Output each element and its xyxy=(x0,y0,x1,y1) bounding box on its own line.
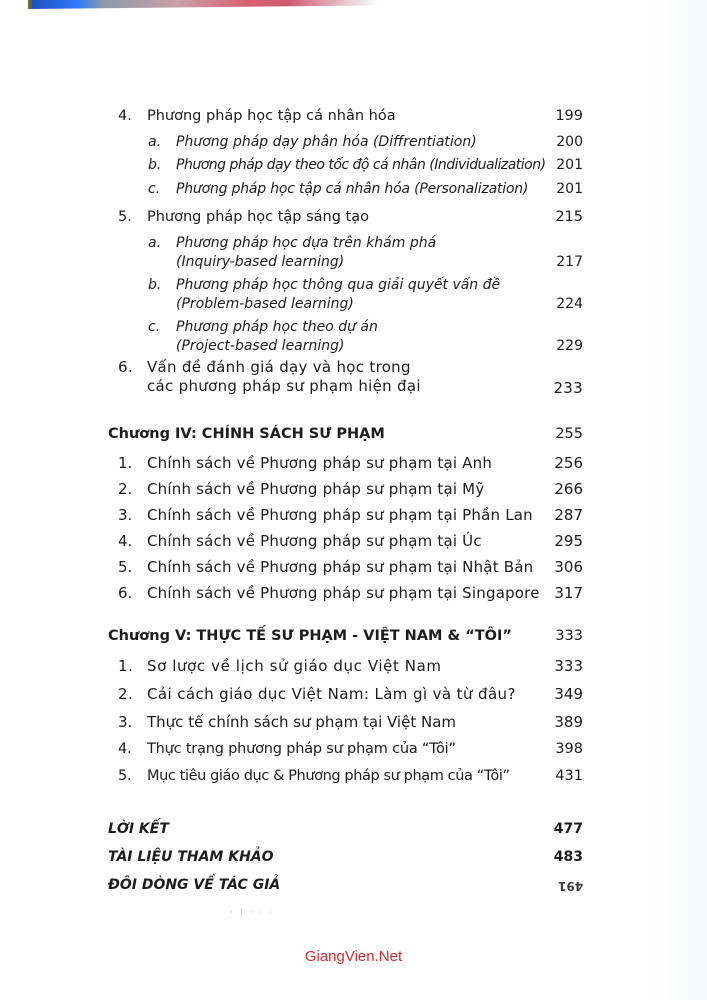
subentry-title xyxy=(176,234,436,272)
subentry-page: 201 xyxy=(556,181,583,197)
watermark: GiangVien.Net xyxy=(304,948,403,965)
subentry-letter: b. xyxy=(148,157,162,173)
entry-page: 317 xyxy=(554,584,583,602)
entry-number: 5. xyxy=(118,558,133,576)
subentry-title-line2: (Inquiry-based learning) xyxy=(176,254,345,270)
entry-page: 287 xyxy=(554,506,583,524)
entry-title: Chính sách về Phương pháp sư phạm tại Anh xyxy=(147,454,493,472)
entry-number: 6. xyxy=(118,358,133,376)
entry-number: 4. xyxy=(118,741,132,757)
entry-page: 256 xyxy=(554,454,583,472)
back-matter-title: ĐÔI DÒNG VỀ TÁC GIẢ xyxy=(108,877,281,893)
entry-title-line1: Vấn đề đánh giá dạy và học trong xyxy=(147,358,411,376)
subentry-title-line1: Phương pháp học dựa trên khám phá xyxy=(176,235,437,251)
entry-page: 233 xyxy=(553,379,583,397)
entry-title: Mục tiêu giáo dục & Phương pháp sư phạm của “Tôi” xyxy=(147,768,510,784)
subentry-page: 229 xyxy=(556,338,583,354)
entry-title: Chính sách về Phương pháp sư phạm tại Mỹ xyxy=(147,480,485,498)
entry-title-line2: các phương pháp sư phạm hiện đại xyxy=(147,377,421,395)
entry-number: 5. xyxy=(118,209,132,225)
entry-page: 389 xyxy=(554,713,583,731)
entry-number: 2. xyxy=(118,480,133,498)
subentry-title-line1: Phương pháp học theo dự án xyxy=(176,319,378,335)
entry-title: Cải cách giáo dục Việt Nam: Làm gì và từ đâu? xyxy=(147,685,516,703)
subentry-title-line2: (Problem-based learning) xyxy=(176,296,354,312)
entry-page: 295 xyxy=(554,532,583,550)
back-matter-title: LỜI KẾT xyxy=(108,821,169,837)
entry-number: 3. xyxy=(118,713,133,731)
subentry-title: Phương pháp dạy phân hóa (Diffrentiation) xyxy=(176,134,477,150)
entry-title: Chính sách về Phương pháp sư phạm tại Nhật Bản xyxy=(147,558,534,576)
entry-page: 199 xyxy=(555,108,583,124)
entry-page: 431 xyxy=(555,768,583,784)
entry-title xyxy=(147,358,421,396)
entry-number: 1. xyxy=(118,657,134,675)
entry-page: 333 xyxy=(554,657,583,675)
entry-title: Chính sách về Phương pháp sư phạm tại Singapore xyxy=(147,584,540,602)
subentry-page: 201 xyxy=(556,157,583,173)
entry-number: 1. xyxy=(118,454,133,472)
entry-title: Chính sách về Phương pháp sư phạm tại Phần Lan xyxy=(147,506,533,524)
chapter-title: Chương IV: CHÍNH SÁCH SƯ PHẠM xyxy=(108,426,385,442)
entry-title: Phương pháp học tập cá nhân hóa xyxy=(147,108,396,124)
subentry-page: 224 xyxy=(556,296,583,312)
entry-title: Phương pháp học tập sáng tạo xyxy=(147,209,370,225)
subentry-title xyxy=(176,276,500,314)
entry-page: 306 xyxy=(554,558,583,576)
entry-number: 2. xyxy=(118,685,134,703)
entry-page: 215 xyxy=(555,209,583,225)
entry-number: 3. xyxy=(118,506,133,524)
subentry-title: Phương pháp học tập cá nhân hóa (Personalization) xyxy=(176,181,529,197)
entry-page: 398 xyxy=(555,741,583,757)
subentry-letter: a. xyxy=(148,235,162,251)
chapter-page: 333 xyxy=(555,628,583,644)
subentry-letter: c. xyxy=(148,319,161,335)
back-matter-page: 477 xyxy=(553,821,583,837)
entry-number: 4. xyxy=(118,532,133,550)
back-matter-page xyxy=(558,876,583,895)
entry-number: 5. xyxy=(118,768,132,784)
bleed-through-marks: · | · · · xyxy=(230,908,274,918)
subentry-title: Phương pháp dạy theo tốc độ cá nhân (Individualization) xyxy=(176,157,546,173)
subentry-page: 200 xyxy=(556,134,583,150)
entry-title: Thực trạng phương pháp sư phạm của “Tôi” xyxy=(147,741,456,757)
subentry-title-line2: (Project-based learning) xyxy=(176,338,345,354)
smudged-page-number: 491 xyxy=(557,879,583,893)
back-matter-title: TÀI LIỆU THAM KHẢO xyxy=(108,849,274,865)
subentry-title xyxy=(176,318,378,356)
subentry-letter: a. xyxy=(148,134,162,150)
subentry-page: 217 xyxy=(556,254,583,270)
back-matter-page: 483 xyxy=(553,849,583,865)
chapter-title: Chương V: THỰC TẾ SƯ PHẠM - VIỆT NAM & “TÔI” xyxy=(108,628,512,644)
subentry-title-line1: Phương pháp học thông qua giải quyết vấn đề xyxy=(176,277,501,293)
subentry-letter: b. xyxy=(148,277,162,293)
entry-number: 4. xyxy=(118,108,132,124)
chapter-page: 255 xyxy=(555,426,583,442)
entry-number: 6. xyxy=(118,584,133,602)
entry-page: 266 xyxy=(554,480,583,498)
entry-title: Chính sách về Phương pháp sư phạm tại Úc xyxy=(147,532,482,550)
entry-page: 349 xyxy=(554,685,583,703)
subentry-letter: c. xyxy=(148,181,161,197)
entry-title: Sơ lược về lịch sử giáo dục Việt Nam xyxy=(147,657,442,675)
entry-title: Thực tế chính sách sư phạm tại Việt Nam xyxy=(147,713,457,731)
